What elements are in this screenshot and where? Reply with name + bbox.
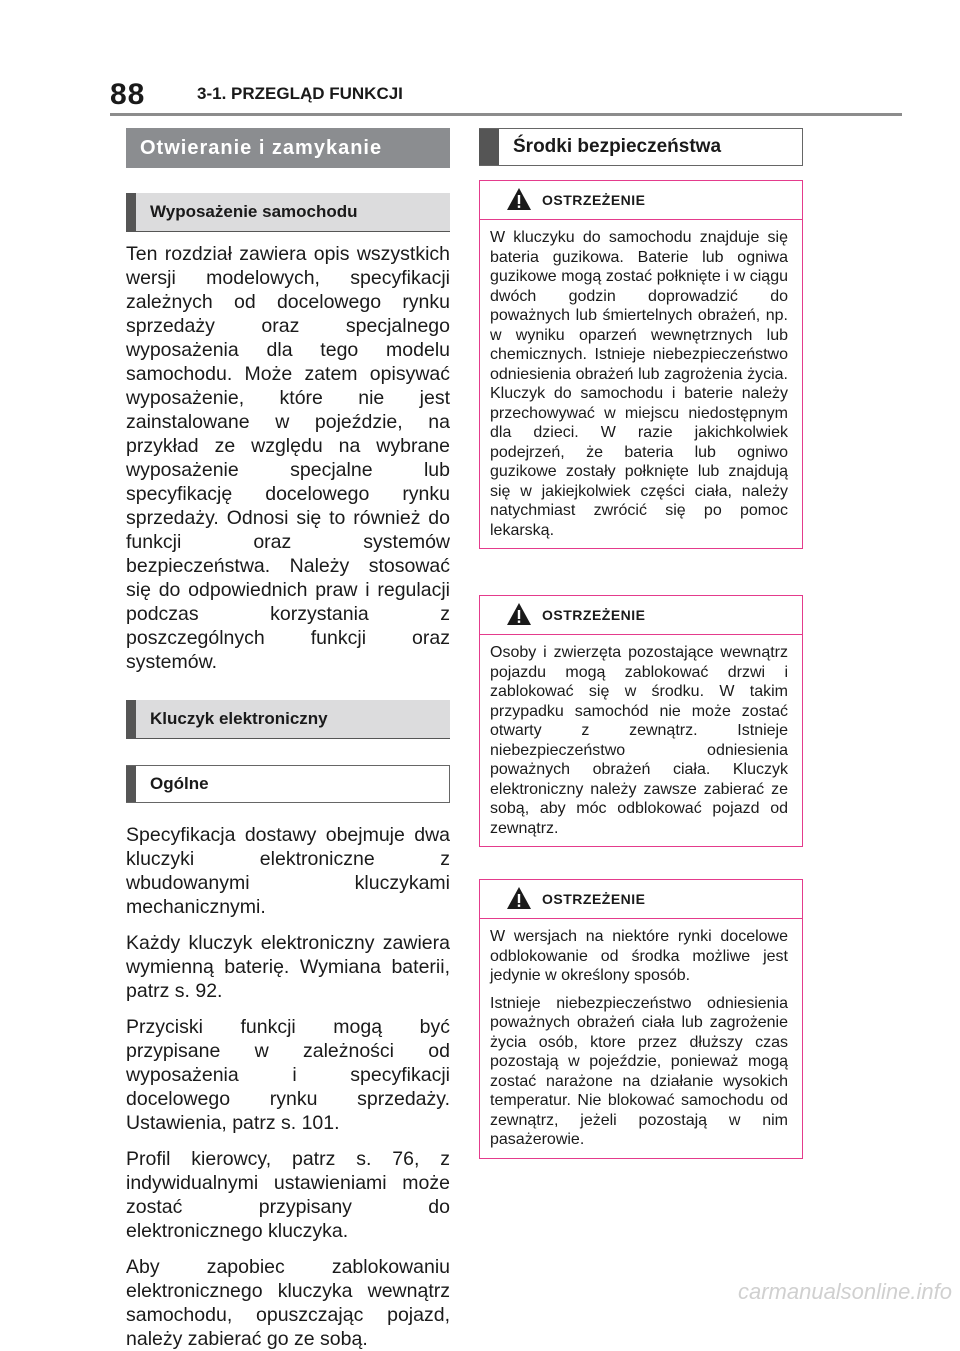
warning-triangle-icon [506,886,532,910]
watermark: carmanualsonline.info [737,1279,952,1304]
right-column [479,128,803,166]
subheading-label: Ogólne [150,774,209,793]
heading-marker [479,129,499,165]
warning-label: OSTRZEŻENIE [542,891,646,907]
paragraph-lockout: Aby zapobiec zablokowaniu elektronicznego kluczyka wewnątrz samochodu, opuszczając pojazd, należy zabierać go ze sobą. [126,1256,450,1350]
chapter-title: 3-1. PRZEGLĄD FUNKCJI [197,84,403,103]
warning-label: OSTRZEŻENIE [542,192,646,208]
warning-triangle-icon [506,187,532,211]
paragraph-buttons: Przyciski funkcji mogą być przypisane w zależności od wyposażenia i specyfikacji docelowego rynku sprzedaży. Ustawienia, patrz s. 101. [126,1016,450,1134]
subheading-general [126,765,450,803]
safety-heading-label: Środki bezpieczeństwa [513,136,722,157]
section-heading: Otwieranie i zamykanie [126,128,450,168]
warning-body [480,919,802,1158]
warning-header [480,181,802,220]
warning-text: Osoby i zwierzęta pozostające wewnątrz pojazdu mogą zablokować drzwi i zablokować się w środku. W takim przypadku samochód nie może zostać otwarty z zewnątrz. Istnieje niebezpieczeństwo odniesienia poważnych obrażeń ciała. Kluczyk elektroniczny należy zawsze zabierać ze sobą, aby móc odblokować pojazd od zewnątrz. [490,644,788,837]
intro-paragraph: Ten rozdział zawiera opis wszystkich wersji modelowych, specyfikacji zależnych od docelowego rynku sprzedaży oraz specjalnego wyposażenia dla tego modelu samochodu. Może zatem opisywać wyposażenie, które nie jest zainstalowane w pojeździe, na przykład ze względu na wybrane wyposażenie specjalne lub specyfikację docelowego rynku sprzedaży. Odnosi się to również do funkcji oraz systemów bezpieczeństwa. Należy stosować się do odpowiednich praw i regulacji podczas korzystania z poszczególnych funkcji oraz systemów. [126,243,450,673]
warning-triangle-icon [506,602,532,626]
warning-header [480,596,802,635]
warning-text: W kluczyku do samochodu znajduje się bateria guzikowa. Baterie lub ogniwa guzikowe mogą zostać połknięte i w ciągu dwóch godzin doprowadzić do poważnych lub śmiertelnych obrażeń, np. w wyniku oparzeń wewnętrznych lub chemicznych. Istnieje niebezpieczeństwo odniesienia obrażeń lub zagrożenia życia. Kluczyk do samochodu i baterie należy przechowywać w miejscu niedostępnym dla dzieci. W razie jakichkolwiek podejrzeń, że bateria lub ogniwo guzikowe zostały połknięte lub znajdują się w jakiejkolwiek części ciała, należy natychmiast zwrócić się po pomoc lekarską. [490,229,788,539]
page-number: 88 [110,78,146,111]
warning-text: W wersjach na niektóre rynki docelowe odblokowanie od środka możliwe jest jedynie w określony sposób. [490,928,788,984]
warning-label: OSTRZEŻENIE [542,607,646,623]
heading-marker [126,700,136,738]
header-divider [110,113,902,116]
heading-marker [126,766,136,802]
left-column [126,128,450,1351]
warning-body [480,220,802,548]
warning-body [480,635,802,846]
subheading-equipment [126,193,450,232]
paragraph-delivery: Specyfikacja dostawy obejmuje dwa kluczyki elektroniczne z wbudowanymi kluczykami mechanicznymi. [126,824,450,918]
paragraph-battery: Każdy kluczyk elektroniczny zawiera wymienną baterię. Wymiana baterii, patrz s. 92. [126,932,450,1002]
paragraph-driver-profile: Profil kierowcy, patrz s. 76, z indywidualnymi ustawieniami może zostać przypisany do elektronicznego kluczyka. [126,1148,450,1242]
subheading-label: Wyposażenie samochodu [150,202,358,221]
warning-header [480,880,802,919]
safety-heading [479,128,803,166]
warning-box-locked-inside [479,595,803,847]
warning-text: Istnieje niebezpieczeństwo odniesienia poważnych obrażeń ciała lub zagrożenie życia osób, ktore przez dłuższy czas pozostają w pojeździe, ponieważ mogą zostać narażone na działanie wysokich temperatur. Nie blokować samochodu od zewnątrz, jeżeli pozostają w nim pasażerowie. [490,994,788,1148]
subheading-smart-key [126,700,450,739]
warning-box-battery [479,180,803,549]
warning-box-heat [479,879,803,1159]
heading-marker [126,193,136,231]
subheading-label: Kluczyk elektroniczny [150,709,328,728]
